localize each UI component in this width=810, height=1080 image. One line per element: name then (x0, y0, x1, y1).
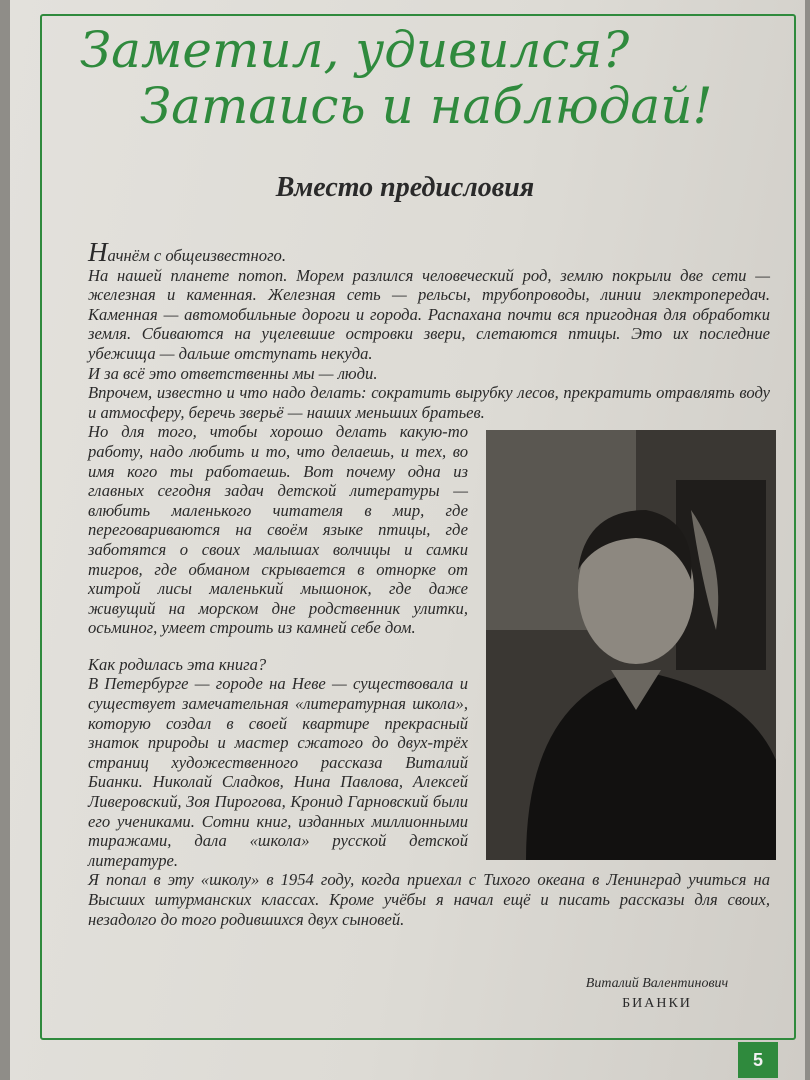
paragraph-intro-text: ачнём с общеизвестного. (107, 246, 286, 265)
caption-surname: БИАНКИ (622, 996, 692, 1011)
author-photo-image (486, 430, 776, 860)
page-number: 5 (738, 1042, 778, 1078)
drop-cap: Н (88, 237, 108, 267)
page-motto (60, 22, 760, 134)
motto-line-2: Затаись и наблюдай! (140, 77, 713, 135)
paragraph: И за всё это ответственны мы — люди. (88, 363, 378, 383)
motto-line-1: Заметил, удивился? (80, 21, 630, 79)
section-title: Вместо предисловия (275, 172, 535, 203)
paragraph: Впрочем, известно и что надо делать: сократить вырубку лесов, прекратить отравлять воду и атмосферу, беречь зверьё — наших меньших братьев. (88, 383, 770, 422)
photo-caption (522, 974, 792, 1014)
body-text (88, 237, 770, 929)
paragraph: Но для того, чтобы хорошо делать какую-то работу, надо любить и то, что делаешь, и тех, во имя кого ты работаешь. Вот почему одна из главных сегодня задач детской литературы — влюбить маленького читателя в мир, где переговариваются на своём языке птицы, где заботятся о своих малышах волчицы и самки тигров, где обманом скрывается в отнорке от хитрой лисы маленький мышонок, где даже живущий на морском дне родственник улитки, осьминог, умеет строить из камней себе дом. (88, 422, 468, 638)
caption-name: Виталий Валентинович (585, 976, 729, 991)
paragraph: Я попал в эту «школу» в 1954 году, когда приехал с Тихого океана в Ленинград учиться на Высших штурманских классах. Кроме учёбы я начал ещё и писать рассказы для своих, незадолго до того родившихся двух сыновей. (88, 870, 770, 929)
paragraph: В Петербурге — городе на Неве — существовала и существует замечательная «литературная школа», которую создал в своей квартире прекрасный знаток природы и мастер сжатого до двух-трёх страниц художественного рассказа Виталий Бианки. Николай Сладков, Нина Павлова, Алексей Ливеровский, Зоя Пирогова, Кронид Гарновский были его учениками. Сотни книг, изданных миллионными тиражами, дала «школа» русской детской литературе. (88, 674, 468, 870)
paragraph-intro (88, 237, 770, 267)
paragraph: Как родилась эта книга? (88, 654, 267, 674)
author-photo (486, 430, 776, 860)
paragraph: На нашей планете потоп. Морем разлился человеческий род, землю покрыли две сети — железная и каменная. Железная сеть — рельсы, трубопроводы, линии электропередач. Каменная — автомобильные дороги и города. Распахана почти вся пригодная для обработки земля. Сбиваются на уцелевшие островки звери, слетаются птицы. Это их последние убежища — дальше отступать некуда. (88, 265, 770, 363)
